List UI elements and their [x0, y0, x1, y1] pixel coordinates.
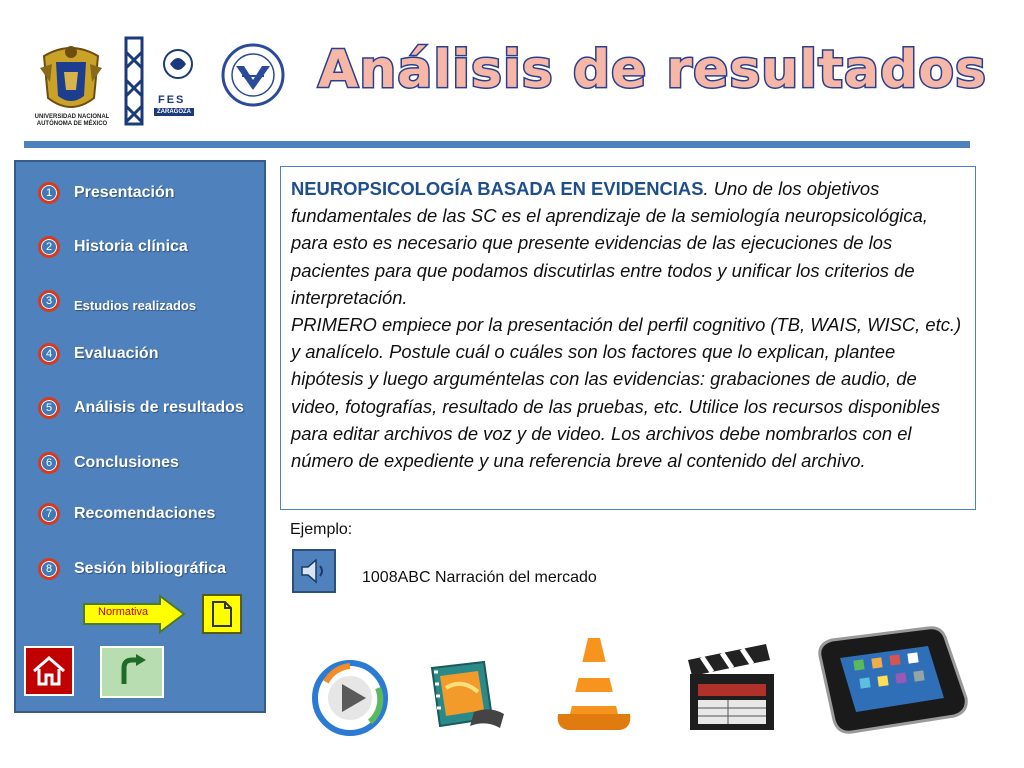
speaker-icon	[299, 557, 329, 585]
vlc-cone-icon	[552, 634, 636, 734]
film-editor-icon	[426, 658, 506, 732]
nav-number-badge: 4	[38, 343, 60, 365]
nav-item-label: Evaluación	[74, 345, 159, 362]
nav-number-badge: 2	[38, 236, 60, 258]
nav-item-label: Presentación	[74, 184, 175, 201]
nav-item-estudios-realizados[interactable]	[38, 286, 196, 316]
nav-item-label: Historia clínica	[74, 238, 188, 255]
nav-item-conclusiones[interactable]	[38, 448, 179, 478]
nav-item-label: Recomendaciones	[74, 505, 216, 522]
return-button[interactable]	[100, 646, 164, 698]
document-icon	[211, 600, 233, 628]
nav-item-recomendaciones[interactable]	[38, 499, 215, 529]
example-file-name: 1008ABC Narración del mercado	[362, 569, 597, 586]
document-button[interactable]	[202, 594, 242, 634]
page-title: Análisis de resultados	[318, 40, 987, 100]
nav-item-historia-clinica[interactable]	[38, 232, 188, 262]
nav-item-presentacion[interactable]	[38, 178, 174, 208]
return-arrow-icon	[114, 654, 150, 690]
nav-item-analisis-de-resultados[interactable]	[38, 393, 244, 423]
instructions-text-1: . Uno de los objetivos fundamentales de las SC es el aprendizaje de la semiología neuropsicológica, para esto es necesario que presente evidencias de las ejecuciones de los pacientes para que podamos discutirlas entre todos y unificar los criterios de interpretación.	[291, 178, 928, 308]
media-player-icon	[312, 660, 388, 736]
nav-item-label: Estudios realizados	[74, 297, 197, 313]
unam-caption: UNIVERSIDAD NACIONAL AUTÓNOMA DE MÉXICO	[34, 114, 110, 127]
normativa-label: Normativa	[98, 606, 149, 618]
home-icon	[32, 656, 66, 686]
example-label: Ejemplo:	[290, 521, 353, 538]
nav-number-badge: 8	[38, 558, 60, 580]
medical-center-seal-icon	[220, 42, 286, 108]
instructions-panel	[280, 166, 976, 510]
clapperboard-icon	[684, 640, 780, 734]
nav-number-badge: 6	[38, 452, 60, 474]
home-button[interactable]	[24, 646, 74, 696]
nav-item-label: Análisis de resultados	[74, 399, 244, 416]
nav-number-badge: 7	[38, 503, 60, 525]
normativa-button[interactable]	[82, 594, 186, 634]
nav-number-badge: 3	[38, 290, 60, 312]
nav-item-sesion-bibliografica[interactable]	[38, 554, 226, 584]
smartphone-icon	[810, 626, 970, 736]
header-divider	[24, 141, 970, 148]
instructions-paragraph-2: PRIMERO empiece por la presentación del perfil cognitivo (TB, WAIS, WISC, etc.) y analícelo. Postule cuál o cuáles son los factores que lo explican, plantee hipótesis y luego arguméntelas con las evidencias: grabaciones de audio, de video, fotografías, resultado de las pruebas, etc. Utilice los recursos disponibles para editar archivos de voz y de video. Los archivos debe nombrarlos con el número de expediente y una referencia breve al contenido del archivo.	[291, 314, 962, 472]
nav-item-label: Conclusiones	[74, 454, 179, 471]
fes-subtext: ZARAGOZA	[154, 108, 194, 116]
nav-item-label: Sesión bibliográfica	[74, 560, 227, 577]
fes-text: FES	[158, 94, 186, 106]
sidebar-nav	[14, 160, 266, 713]
instructions-heading: NEUROPSICOLOGÍA BASADA EN EVIDENCIAS	[291, 178, 704, 199]
nav-number-badge: 5	[38, 397, 60, 419]
audio-play-button[interactable]	[292, 549, 336, 593]
nav-item-evaluacion[interactable]	[38, 339, 158, 369]
nav-number-badge: 1	[38, 182, 60, 204]
instructions-paragraph-1	[291, 175, 965, 311]
